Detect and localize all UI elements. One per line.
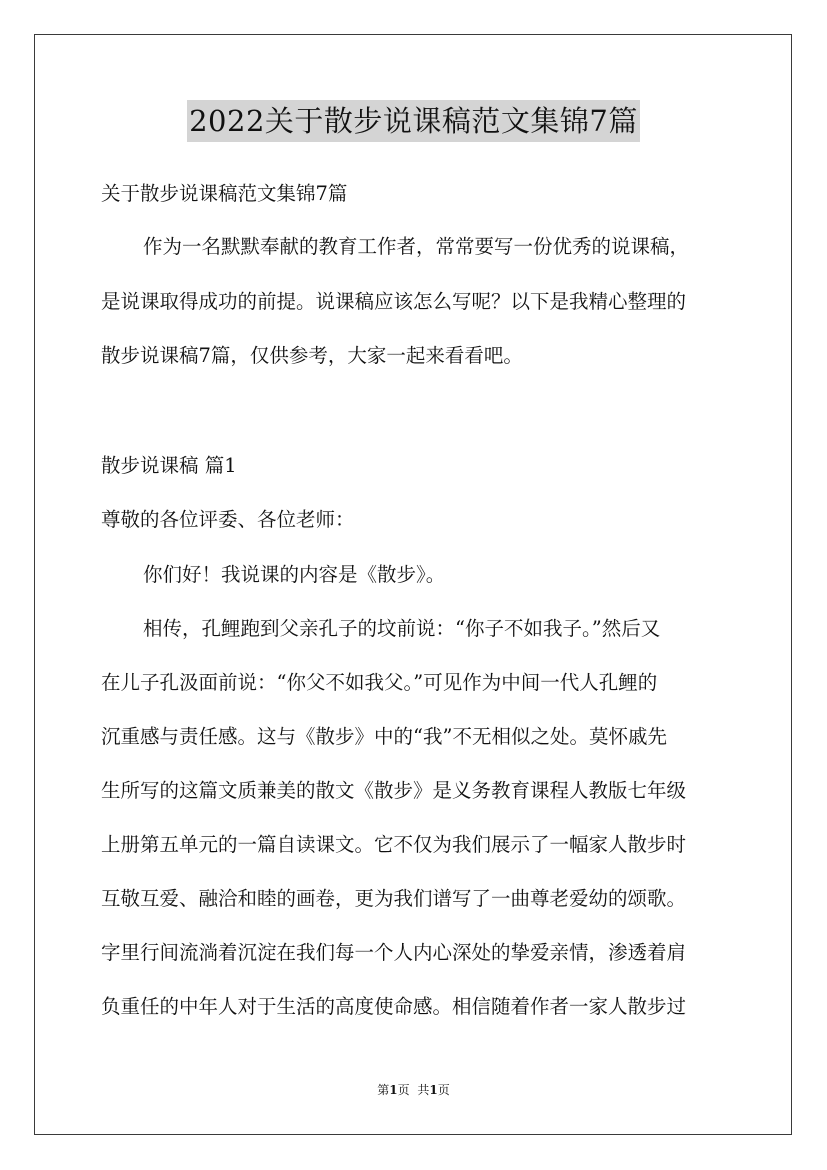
body-line-5: 上册第五单元的一篇自读课文。它不仅为我们展示了一幅家人散步时 [101,833,687,856]
salutation: 尊敬的各位评委、各位老师： [101,508,355,531]
body-line-3: 沉重感与责任感。这与《散步》中的“我”不无相似之处。莫怀戚先 [101,725,667,748]
intro-line-1: 作为一名默默奉献的教育工作者，常常要写一份优秀的说课稿， [143,235,690,258]
footer-page-suffix: 页 [397,1083,410,1097]
body-line-8: 负重任的中年人对于生活的高度使命感。相信随着作者一家人散步过 [101,995,687,1018]
footer-total-prefix: 共 [417,1083,430,1097]
title-container [0,100,827,142]
footer-page-current: 1 [389,1083,398,1097]
body-line-2: 在儿子孔汲面前说：“你父不如我父。”可见作为中间一代人孔鲤的 [101,671,658,694]
body-line-6: 互敬互爱、融洽和睦的画卷，更为我们谱写了一曲尊老爱幼的颂歌。 [101,887,687,910]
footer-page-total: 1 [429,1083,438,1097]
body-line-7: 字里行间流淌着沉淀在我们每一个人内心深处的挚爱亲情，渗透着肩 [101,941,687,964]
body-line-1: 相传，孔鲤跑到父亲孔子的坟前说：“你子不如我子。”然后又 [143,617,661,640]
document-title: 2022关于散步说课稿范文集锦7篇 [187,100,640,142]
page-footer [0,1081,827,1099]
section-heading: 散步说课稿 篇1 [101,454,237,477]
footer-page-prefix: 第 [377,1083,390,1097]
intro-line-2: 是说课取得成功的前提。说课稿应该怎么写呢？以下是我精心整理的 [101,290,687,313]
intro-line-3: 散步说课稿7篇，仅供参考，大家一起来看看吧。 [101,344,523,367]
body-line-4: 生所写的这篇文质兼美的散文《散步》是义务教育课程人教版七年级 [101,779,687,802]
document-subtitle: 关于散步说课稿范文集锦7篇 [101,182,348,205]
footer-total-suffix: 页 [437,1083,450,1097]
greeting: 你们好！我说课的内容是《散步》。 [143,563,446,586]
